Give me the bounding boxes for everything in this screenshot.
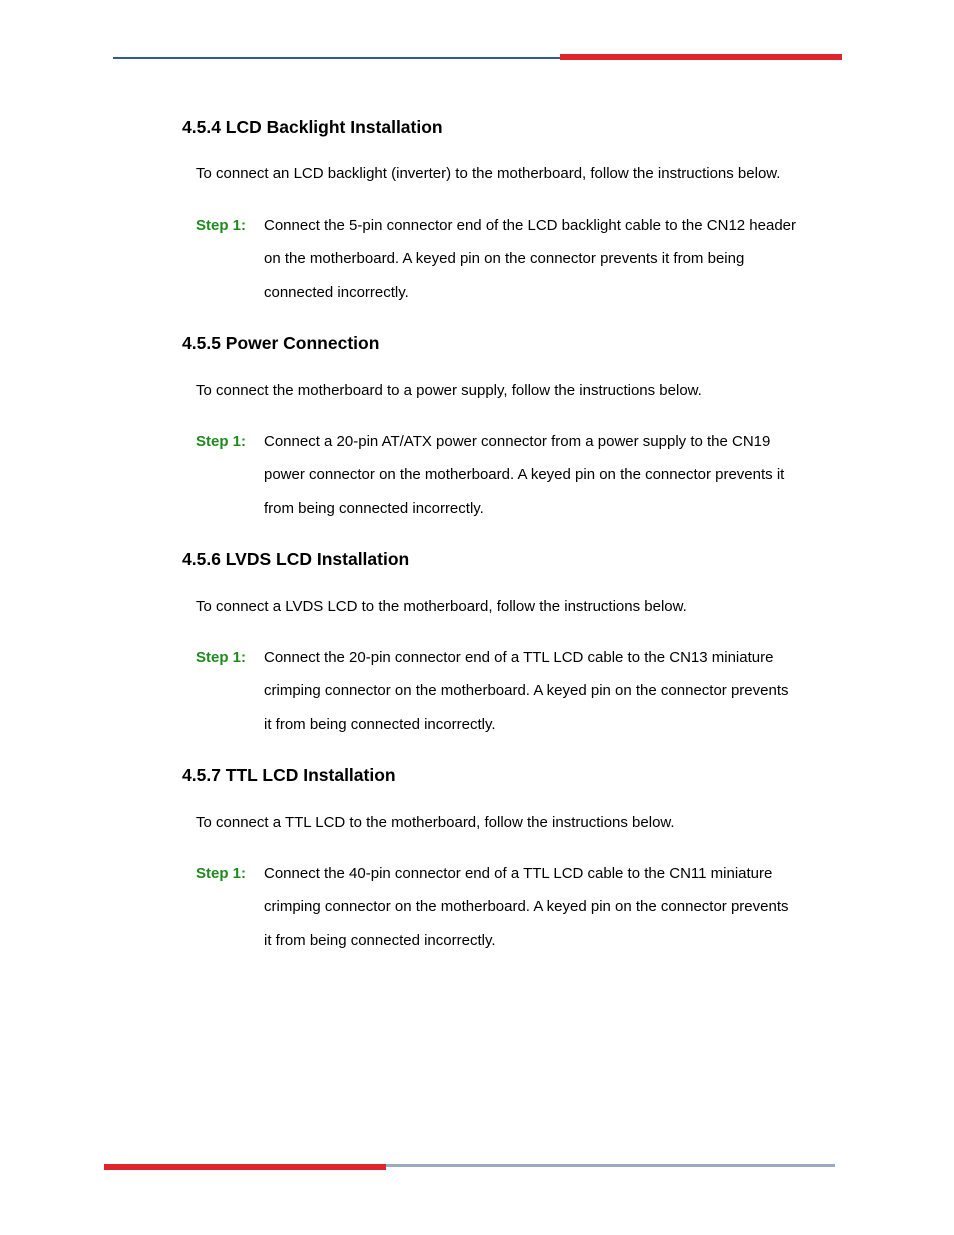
footer-rule-red	[104, 1164, 386, 1170]
section-intro-lcd-backlight: To connect an LCD backlight (inverter) to the motherboard, follow the instructions below.	[196, 165, 781, 182]
header-rule-blue	[113, 57, 560, 59]
footer-rule-blue	[386, 1164, 835, 1167]
step-text-line: crimping connector on the motherboard. A keyed pin on the connector prevents	[264, 682, 789, 699]
section-intro-ttl-lcd: To connect a TTL LCD to the motherboard, follow the instructions below.	[196, 814, 675, 831]
step-text-line: Connect the 40-pin connector end of a TTL LCD cable to the CN11 miniature	[264, 865, 773, 882]
section-heading-power-connection: 4.5.5 Power Connection	[182, 333, 380, 353]
section-heading-lcd-backlight: 4.5.4 LCD Backlight Installation	[182, 117, 443, 137]
step-text-line: it from being connected incorrectly.	[264, 932, 496, 949]
step-text-line: Connect a 20-pin AT/ATX power connector from a power supply to the CN19	[264, 433, 771, 450]
step-text-line: power connector on the motherboard. A keyed pin on the connector prevents it	[264, 466, 785, 483]
section-intro-lvds-lcd: To connect a LVDS LCD to the motherboard, follow the instructions below.	[196, 598, 687, 615]
step-text-line: crimping connector on the motherboard. A keyed pin on the connector prevents	[264, 898, 789, 915]
step-text-line: connected incorrectly.	[264, 284, 409, 301]
step-label-lcd-backlight: Step 1:	[196, 217, 247, 234]
step-text-line: it from being connected incorrectly.	[264, 716, 496, 733]
section-heading-ttl-lcd: 4.5.7 TTL LCD Installation	[182, 765, 396, 785]
step-text-line: Connect the 20-pin connector end of a TTL LCD cable to the CN13 miniature	[264, 649, 774, 666]
header-rule-red	[560, 54, 842, 60]
section-intro-power-connection: To connect the motherboard to a power supply, follow the instructions below.	[196, 382, 702, 399]
step-text-line: on the motherboard. A keyed pin on the connector prevents it from being	[264, 250, 745, 267]
step-label-power-connection: Step 1:	[196, 433, 247, 450]
step-text-line: Connect the 5-pin connector end of the LCD backlight cable to the CN12 header	[264, 217, 797, 234]
step-label-ttl-lcd: Step 1:	[196, 865, 247, 882]
section-heading-lvds-lcd: 4.5.6 LVDS LCD Installation	[182, 549, 410, 569]
step-text-line: from being connected incorrectly.	[264, 500, 484, 517]
step-label-lvds-lcd: Step 1:	[196, 649, 247, 666]
